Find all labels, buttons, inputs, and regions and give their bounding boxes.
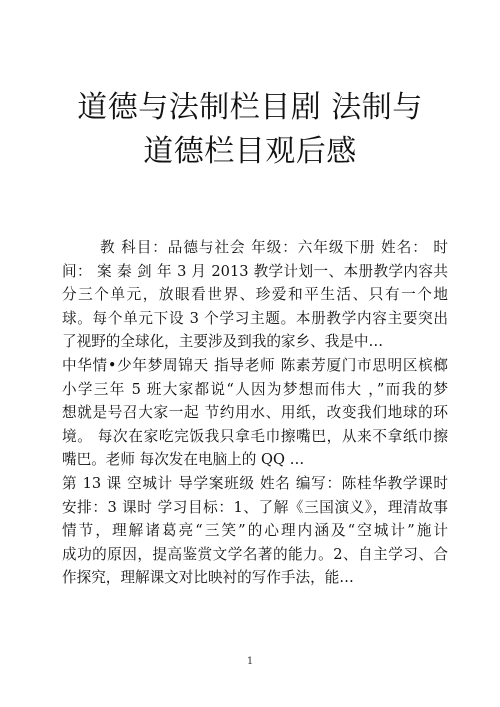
body-line: 作探究，理解课文对比映衬的写作手法，能… — [62, 569, 354, 587]
body-line: 成功的原因，提高鉴赏文学名著的能力。2、自主学习、合 — [62, 545, 448, 563]
body-line: 间： 案 秦 剑 年 3 月 2013 教学计划一、本册教学内容共 — [62, 262, 448, 280]
body-line: 嘴巴。老师 每次发在电脑上的 QQ … — [62, 451, 305, 469]
body-line: 球。每个单元下设 3 个学习主题。本册教学内容主要突出 — [62, 309, 448, 327]
body-line: 想就是号召大家一起 节约用水、用纸，改变我们地球的环 — [62, 404, 448, 422]
body-line: 分三个单元，放眼看世界、珍爱和平生活、只有一个地 — [62, 286, 448, 304]
body-line: 中华情•少年梦周锦天 指导老师 陈素芳厦门市思明区槟榔 — [62, 356, 448, 374]
body-line: 第 13 课 空城计 导学案班级 姓名 编写：陈桂华教学课时 — [62, 474, 448, 492]
body-line: 了视野的全球化，主要涉及到我的家乡、我是中… — [62, 333, 384, 351]
page-number: 1 — [246, 656, 254, 667]
title-line-1: 道德与法制栏目剧 法制与 — [77, 90, 423, 125]
document-body — [62, 236, 448, 590]
body-line: 安排：3 课时 学习目标：1、了解《三国演义》，理清故事 — [62, 498, 448, 516]
body-line: 小学三年 5 班大家都说“人因为梦想而伟大 ，”而我的梦 — [62, 380, 448, 398]
body-line: 教 科目：品德与社会 年级：六年级下册 姓名： 时 — [100, 239, 448, 256]
body-line: 情节，理解诸葛亮“三笑”的心理内涵及“空城计”施计 — [62, 522, 448, 540]
document-title — [60, 86, 440, 174]
title-line-2: 道德栏目观后感 — [143, 134, 357, 169]
body-line: 境。 每次在家吃完饭我只拿毛巾擦嘴巴，从来不拿纸巾擦 — [62, 427, 448, 445]
